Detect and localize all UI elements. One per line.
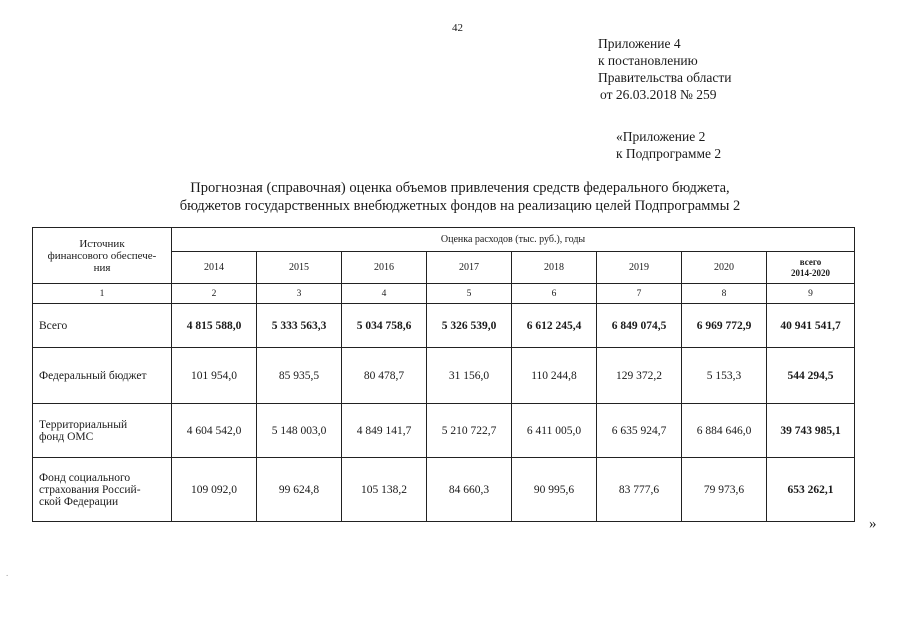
appendix-line: от 26.03.2018 № 259 bbox=[600, 87, 717, 102]
column-index: 6 bbox=[512, 284, 597, 304]
value-cell: 129 372,2 bbox=[597, 348, 682, 404]
appendix2-line: к Подпрограмме 2 bbox=[616, 146, 722, 161]
value-cell: 83 777,6 bbox=[597, 458, 682, 522]
value-cell: 6 411 005,0 bbox=[512, 404, 597, 458]
value-cell: 105 138,2 bbox=[342, 458, 427, 522]
title-line: Прогнозная (справочная) оценка объемов привлечения средств федерального бюджета, bbox=[190, 180, 730, 196]
source-cell bbox=[33, 304, 172, 348]
column-index: 5 bbox=[427, 284, 512, 304]
source-line: ской Федерации bbox=[39, 495, 119, 508]
value-cell: 4 604 542,0 bbox=[172, 404, 257, 458]
table-row bbox=[33, 348, 855, 404]
year-header: 2015 bbox=[257, 252, 342, 284]
source-header-line: финансового обеспече- bbox=[47, 249, 157, 262]
total-header-line: 2014-2020 bbox=[791, 267, 831, 278]
value-cell: 101 954,0 bbox=[172, 348, 257, 404]
column-index: 4 bbox=[342, 284, 427, 304]
source-header-line: Источник bbox=[79, 237, 125, 250]
source-header bbox=[33, 228, 172, 284]
source-line: Федеральный бюджет bbox=[39, 369, 147, 382]
value-cell: 110 244,8 bbox=[512, 348, 597, 404]
source-line: фонд ОМС bbox=[39, 430, 94, 443]
document-title bbox=[100, 179, 820, 215]
table-row bbox=[33, 458, 855, 522]
source-line: Фонд социального bbox=[39, 471, 131, 484]
source-line: страхования Россий- bbox=[39, 483, 141, 496]
source-line: Всего bbox=[39, 319, 68, 332]
margin-mark: . bbox=[6, 568, 9, 578]
column-index: 3 bbox=[257, 284, 342, 304]
value-cell: 84 660,3 bbox=[427, 458, 512, 522]
source-cell bbox=[33, 458, 172, 522]
year-header: 2018 bbox=[512, 252, 597, 284]
year-header: 2020 bbox=[682, 252, 767, 284]
value-cell: 6 969 772,9 bbox=[682, 304, 767, 348]
year-header: 2019 bbox=[597, 252, 682, 284]
appendix2-header bbox=[616, 128, 721, 162]
value-cell: 5 210 722,7 bbox=[427, 404, 512, 458]
table-row bbox=[33, 404, 855, 458]
source-line: Территориальный bbox=[39, 418, 128, 431]
value-cell: 99 624,8 bbox=[257, 458, 342, 522]
column-index-row bbox=[33, 284, 855, 304]
value-cell: 79 973,6 bbox=[682, 458, 767, 522]
source-cell bbox=[33, 348, 172, 404]
year-header: 2014 bbox=[172, 252, 257, 284]
title-line: бюджетов государственных внебюджетных фондов на реализацию целей Подпрограммы 2 bbox=[179, 198, 741, 214]
column-index: 9 bbox=[767, 284, 855, 304]
value-cell: 80 478,7 bbox=[342, 348, 427, 404]
closing-quote: » bbox=[869, 516, 877, 532]
year-header: 2017 bbox=[427, 252, 512, 284]
appendix-line: Правительства области bbox=[598, 70, 732, 85]
value-cell: 5 034 758,6 bbox=[342, 304, 427, 348]
value-cell: 4 849 141,7 bbox=[342, 404, 427, 458]
total-cell: 39 743 985,1 bbox=[767, 404, 855, 458]
header-row bbox=[33, 228, 855, 252]
value-cell: 31 156,0 bbox=[427, 348, 512, 404]
value-cell: 6 849 074,5 bbox=[597, 304, 682, 348]
year-header: 2016 bbox=[342, 252, 427, 284]
source-header-line: ния bbox=[93, 261, 111, 274]
value-cell: 5 333 563,3 bbox=[257, 304, 342, 348]
total-cell: 40 941 541,7 bbox=[767, 304, 855, 348]
total-header bbox=[767, 252, 855, 284]
column-index: 7 bbox=[597, 284, 682, 304]
value-cell: 4 815 588,0 bbox=[172, 304, 257, 348]
value-cell: 90 995,6 bbox=[512, 458, 597, 522]
total-header-line: всего bbox=[799, 256, 822, 267]
table-row bbox=[33, 304, 855, 348]
value-cell: 109 092,0 bbox=[172, 458, 257, 522]
value-cell: 5 326 539,0 bbox=[427, 304, 512, 348]
value-cell: 85 935,5 bbox=[257, 348, 342, 404]
column-index: 1 bbox=[33, 284, 172, 304]
value-cell: 6 884 646,0 bbox=[682, 404, 767, 458]
page-number: 42 bbox=[452, 22, 463, 34]
column-index: 8 bbox=[682, 284, 767, 304]
value-cell: 6 635 924,7 bbox=[597, 404, 682, 458]
budget-table bbox=[32, 227, 855, 522]
source-cell bbox=[33, 404, 172, 458]
appendix-header bbox=[598, 35, 731, 103]
value-cell: 5 153,3 bbox=[682, 348, 767, 404]
total-cell: 544 294,5 bbox=[767, 348, 855, 404]
expense-estimate-header: Оценка расходов (тыс. руб.), годы bbox=[172, 228, 855, 252]
appendix2-line: «Приложение 2 bbox=[616, 129, 706, 144]
total-cell: 653 262,1 bbox=[767, 458, 855, 522]
appendix-line: Приложение 4 bbox=[598, 36, 681, 51]
appendix-line: к постановлению bbox=[598, 53, 698, 68]
value-cell: 5 148 003,0 bbox=[257, 404, 342, 458]
column-index: 2 bbox=[172, 284, 257, 304]
value-cell: 6 612 245,4 bbox=[512, 304, 597, 348]
